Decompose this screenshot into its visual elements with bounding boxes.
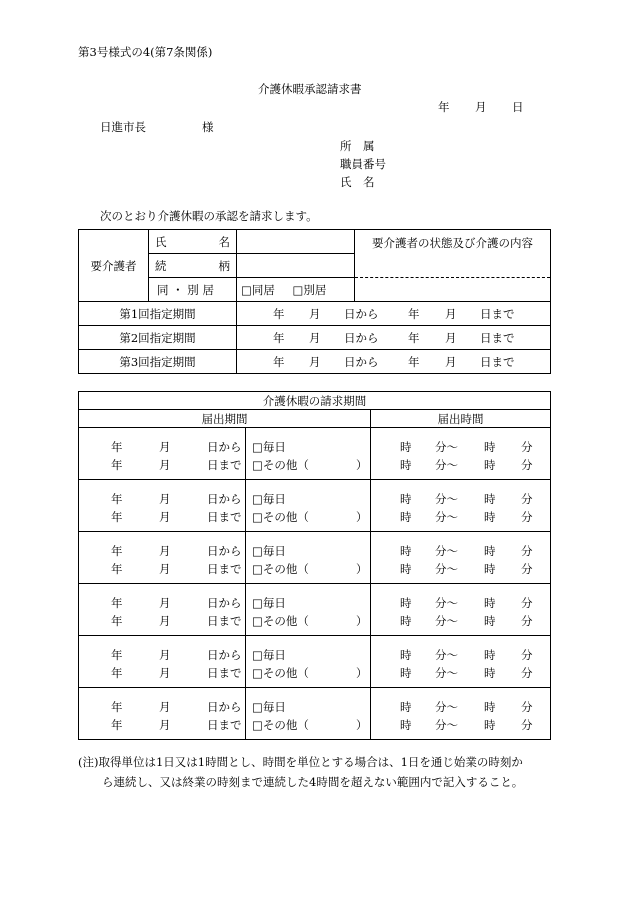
period-dates[interactable]: 年 月 日から 年 月 日まで [237,302,551,326]
request-type-cell [246,584,371,636]
time-unit: 時 [484,510,496,524]
date-unit: 年 [111,700,123,714]
time-unit: 分 [521,666,533,680]
date-unit: 日まで [207,562,242,576]
request-row [79,688,551,740]
period-row [79,326,551,350]
time-unit: 時 [400,596,412,610]
every-day-checkbox[interactable]: □毎日 [252,596,286,610]
time-unit: 時 [400,700,412,714]
footnote-line-1: (注)取得単位は1日又は1時間とし、時間を単位とする場合は、1日を通じ始業の時刻か [78,755,523,769]
request-type-cell [246,480,371,532]
condition-field[interactable] [355,278,551,302]
relation-field[interactable] [237,254,355,278]
time-unit: 時 [400,440,412,454]
other-close-paren: ） [356,510,368,524]
date-unit: 年 [111,596,123,610]
request-type-cell [246,428,371,480]
time-unit: 分 [521,492,533,506]
addressee-honorific: 様 [202,120,214,134]
name-label: 氏 名 [149,230,237,254]
date-unit: 年 [111,458,123,472]
page-title: 介護休暇承認請求書 [258,82,362,96]
time-unit: 時 [484,562,496,576]
time-unit: 時 [400,510,412,524]
every-day-checkbox[interactable]: □毎日 [252,492,286,506]
time-unit: 分～ [435,666,458,680]
time-unit: 分～ [435,544,458,558]
applicant-staff-number-label: 職員番号 [340,157,386,171]
request-time-cell[interactable] [371,532,551,584]
date-unit: 月 [159,492,171,506]
time-unit: 時 [484,648,496,662]
period-label: 第1回指定期間 [79,302,237,326]
period-dates[interactable]: 年 月 日から 年 月 日まで [237,350,551,374]
date-unit: 日から [207,648,242,662]
applicant-affiliation-label: 所 属 [340,139,375,153]
other-checkbox[interactable]: □その他（ [252,718,309,732]
other-checkbox[interactable]: □その他（ [252,562,309,576]
every-day-checkbox[interactable]: □毎日 [252,648,286,662]
request-time-cell[interactable] [371,428,551,480]
date-unit: 年 [111,614,123,628]
time-unit: 分～ [435,614,458,628]
time-unit: 時 [484,544,496,558]
time-unit: 時 [484,718,496,732]
request-date-cell[interactable] [79,532,246,584]
name-field[interactable] [237,230,355,254]
time-unit: 時 [484,666,496,680]
time-unit: 時 [484,492,496,506]
request-date-cell[interactable] [79,636,246,688]
period-label: 第3回指定期間 [79,350,237,374]
time-unit: 時 [400,492,412,506]
applicant-name-label: 氏 名 [340,175,375,189]
time-unit: 分～ [435,700,458,714]
intro-text: 次のとおり介護休暇の承認を請求します。 [100,209,318,223]
time-unit: 分 [521,614,533,628]
date-unit: 日まで [207,458,242,472]
date-unit: 月 [159,596,171,610]
time-unit: 時 [484,596,496,610]
date-unit: 日まで [207,666,242,680]
time-unit: 分～ [435,458,458,472]
time-unit: 分 [521,458,533,472]
date-unit: 年 [111,544,123,558]
request-type-cell [246,688,371,740]
time-unit: 時 [400,648,412,662]
every-day-checkbox[interactable]: □毎日 [252,700,286,714]
request-type-cell [246,532,371,584]
date-unit: 日まで [207,614,242,628]
date-unit: 年 [111,648,123,662]
request-row [79,584,551,636]
time-unit: 分～ [435,562,458,576]
care-recipient-header: 要介護者 [79,230,149,302]
time-unit: 分～ [435,648,458,662]
request-row [79,480,551,532]
date-unit: 月 [159,440,171,454]
time-unit: 時 [400,666,412,680]
other-close-paren: ） [356,458,368,472]
date-unit: 月 [159,562,171,576]
request-row [79,532,551,584]
time-unit: 分 [521,596,533,610]
other-close-paren: ） [356,666,368,680]
date-unit: 日から [207,492,242,506]
cohabit-option-separate[interactable]: □別居 [292,282,327,297]
cohabit-option-together[interactable]: □同居 [241,282,275,297]
date-unit: 月 [159,458,171,472]
every-day-checkbox[interactable]: □毎日 [252,440,286,454]
request-date-cell[interactable] [79,688,246,740]
time-unit: 時 [400,544,412,558]
other-checkbox[interactable]: □その他（ [252,458,309,472]
time-unit: 分～ [435,596,458,610]
date-unit: 年 [111,666,123,680]
request-time-cell[interactable] [371,688,551,740]
period-row [79,302,551,326]
time-unit: 分 [521,544,533,558]
time-unit: 時 [400,718,412,732]
date-unit: 日まで [207,510,242,524]
request-date-cell[interactable] [79,480,246,532]
date-unit: 年 [111,440,123,454]
request-time-cell[interactable] [371,636,551,688]
time-unit: 分 [521,562,533,576]
footnote-line-2: ら連続し、又は終業の時刻まで連続した4時間を超えない範囲内で記入すること。 [102,775,524,789]
other-close-paren: ） [356,718,368,732]
request-row [79,636,551,688]
request-table-title: 介護休暇の請求期間 [79,392,551,410]
relation-label: 続 柄 [149,254,237,278]
date-unit: 月 [159,700,171,714]
other-checkbox[interactable]: □その他（ [252,614,309,628]
time-unit: 分～ [435,492,458,506]
date-unit: 月 [159,666,171,680]
request-type-cell [246,636,371,688]
other-checkbox[interactable]: □その他（ [252,666,309,680]
date-unit: 月 [159,614,171,628]
time-unit: 分 [521,700,533,714]
other-checkbox[interactable]: □その他（ [252,510,309,524]
date-unit: 年 [111,718,123,732]
request-time-cell[interactable] [371,584,551,636]
col-header-period: 届出期間 [79,410,371,428]
request-date-cell[interactable] [79,428,246,480]
form-number: 第3号様式の4(第7条関係) [78,45,213,59]
col-header-time: 届出時間 [371,410,551,428]
cohabit-label: 同 ・ 別 居 [149,278,237,302]
time-unit: 分 [521,718,533,732]
time-unit: 時 [400,562,412,576]
time-unit: 時 [484,458,496,472]
date-year[interactable]: 年 [438,100,450,114]
care-recipient-table [78,229,551,374]
date-unit: 日まで [207,718,242,732]
time-unit: 時 [484,440,496,454]
date-unit: 月 [159,718,171,732]
time-unit: 時 [400,458,412,472]
time-unit: 時 [400,614,412,628]
cohabit-options [237,278,355,302]
period-dates[interactable]: 年 月 日から 年 月 日まで [237,326,551,350]
request-period-table [78,391,551,740]
date-month[interactable]: 月 [475,100,487,114]
date-unit: 年 [111,510,123,524]
request-time-cell[interactable] [371,480,551,532]
date-unit: 月 [159,510,171,524]
date-day[interactable]: 日 [512,100,524,114]
date-unit: 年 [111,562,123,576]
date-unit: 日から [207,700,242,714]
period-label: 第2回指定期間 [79,326,237,350]
time-unit: 時 [484,614,496,628]
every-day-checkbox[interactable]: □毎日 [252,544,286,558]
other-close-paren: ） [356,562,368,576]
request-row [79,428,551,480]
period-row [79,350,551,374]
time-unit: 分 [521,648,533,662]
date-unit: 月 [159,544,171,558]
addressee-name: 日進市長 [100,120,146,134]
date-unit: 月 [159,648,171,662]
date-unit: 日から [207,440,242,454]
time-unit: 時 [484,700,496,714]
time-unit: 分 [521,440,533,454]
date-unit: 年 [111,492,123,506]
time-unit: 分～ [435,510,458,524]
other-close-paren: ） [356,614,368,628]
time-unit: 分 [521,510,533,524]
time-unit: 分～ [435,440,458,454]
date-unit: 日から [207,596,242,610]
date-unit: 日から [207,544,242,558]
condition-header: 要介護者の状態及び介護の内容 [355,230,551,278]
time-unit: 分～ [435,718,458,732]
request-date-cell[interactable] [79,584,246,636]
